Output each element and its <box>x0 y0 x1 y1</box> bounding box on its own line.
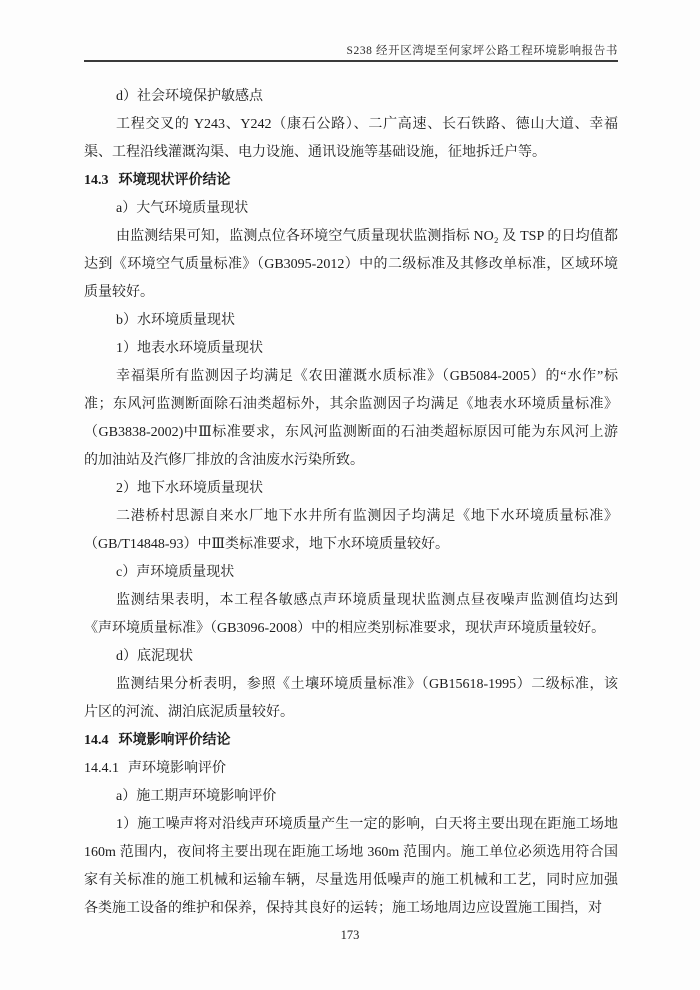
page-number: 173 <box>340 928 360 942</box>
subsection-heading <box>84 755 618 783</box>
heading-title: 环境影响评价结论 <box>118 733 231 748</box>
paragraph-line: 家有关标准的施工机械和运输车辆，尽量选用低噪声的施工机械和工艺，同时应加强 <box>84 873 618 888</box>
header-title: S238 经开区湾堤至何家坪公路工程环境影响报告书 <box>346 45 618 57</box>
heading-title: 环境现状评价结论 <box>118 173 231 188</box>
paragraph-line: 监测结果表明，本工程各敏感点声环境质量现状监测点昼夜噪声监测值均达到 <box>116 593 618 608</box>
paragraph-line: 达到《环境空气质量标准》（GB3095-2012）中的二级标准及其修改单标准，区域环境 <box>84 257 618 272</box>
heading-number: 14.4 <box>84 733 109 748</box>
paragraph-line: 片区的河流、湖泊底泥质量较好。 <box>84 705 294 720</box>
list-item: d）社会环境保护敏感点 <box>116 89 263 104</box>
list-item: d）底泥现状 <box>116 649 193 664</box>
list-item: 1）地表水环境质量现状 <box>116 341 263 356</box>
section-heading <box>84 727 618 755</box>
heading-number: 14.4.1 <box>84 761 119 776</box>
paragraph-line: 的加油站及汽修厂排放的含油废水污染所致。 <box>84 453 364 468</box>
heading-title: 声环境影响评价 <box>128 761 226 776</box>
section-heading <box>84 167 618 195</box>
heading-number: 14.3 <box>84 173 109 188</box>
paragraph-line: （GB3838-2002)中Ⅲ标准要求，东风河监测断面的石油类超标原因可能为东风河上游 <box>84 425 618 440</box>
paragraph-line: 质量较好。 <box>84 285 154 300</box>
paragraph-line: 《声环境质量标准》（GB3096-2008）中的相应类别标准要求，现状声环境质量较好。 <box>84 621 606 636</box>
paragraph-line: 渠、工程沿线灌溉沟渠、电力设施、通讯设施等基础设施，征地拆迁户等。 <box>84 145 546 160</box>
list-item: c）声环境质量现状 <box>116 565 235 580</box>
paragraph-line: 160m 范围内，夜间将主要出现在距施工场地 360m 范围内。施工单位必须选用符合国 <box>84 845 618 860</box>
document-body <box>84 83 618 923</box>
header-rule <box>84 60 618 62</box>
list-item: b）水环境质量现状 <box>116 313 235 328</box>
paragraph-line: 准；东风河监测断面除石油类超标外，其余监测因子均满足《地表水环境质量标准》 <box>84 397 618 412</box>
paragraph-line: 二港桥村思源自来水厂地下水井所有监测因子均满足《地下水环境质量标准》 <box>116 509 618 524</box>
paragraph-line: （GB/T14848-93）中Ⅲ类标准要求，地下水环境质量较好。 <box>84 537 450 552</box>
paragraph-line: 幸福渠所有监测因子均满足《农田灌溉水质标准》（GB5084-2005）的“水作”标 <box>116 369 618 384</box>
paragraph-line: 1）施工噪声将对沿线声环境质量产生一定的影响，白天将主要出现在距施工场地 <box>116 817 618 832</box>
list-item: a）大气环境质量现状 <box>116 201 249 216</box>
paragraph-line: 各类施工设备的维护和保养，保持其良好的运转；施工场地周边应设置施工围挡，对 <box>84 901 602 916</box>
paragraph-line: 由监测结果可知，监测点位各环境空气质量现状监测指标 NO₂ 及 TSP 的日均值都 <box>116 229 618 244</box>
list-item: 2）地下水环境质量现状 <box>116 481 263 496</box>
paragraph-line: 工程交叉的 Y243、Y242（康石公路）、二广高速、长石铁路、德山大道、幸福 <box>116 117 618 132</box>
list-item: a）施工期声环境影响评价 <box>116 789 277 804</box>
paragraph-line: 监测结果分析表明，参照《土壤环境质量标准》（GB15618-1995）二级标准，该 <box>116 677 618 692</box>
